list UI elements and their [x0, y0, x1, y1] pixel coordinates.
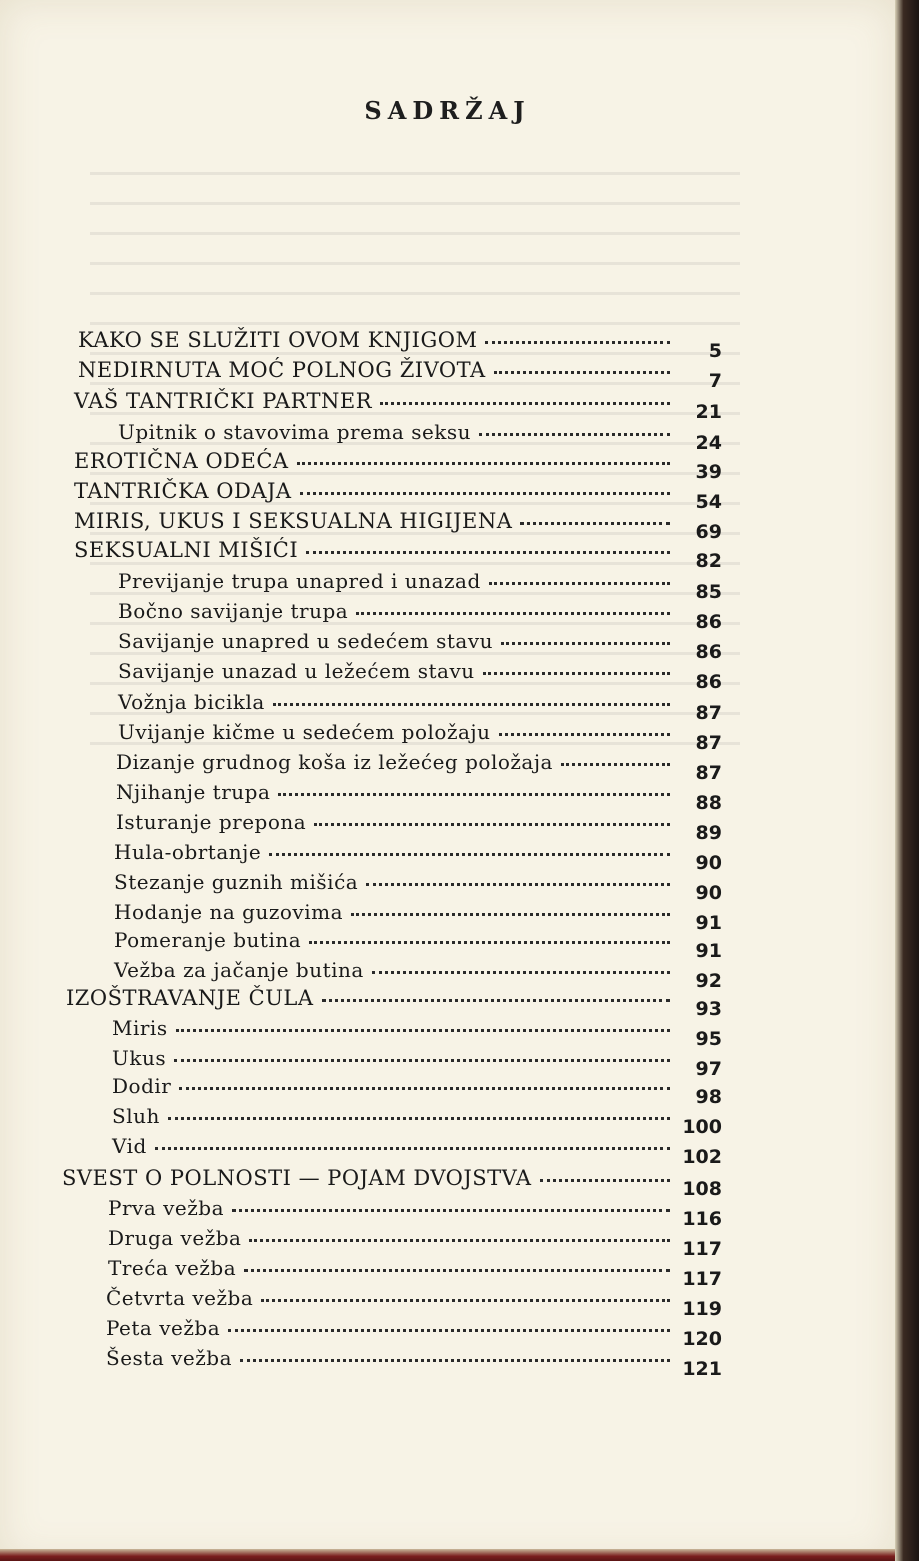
dot-leader: [155, 1147, 670, 1150]
dot-leader: [356, 612, 670, 615]
toc-page-number: 89: [695, 822, 722, 844]
dot-leader: [244, 1269, 670, 1272]
toc-entry-title: Isturanje prepona: [116, 810, 307, 834]
toc-chapter-entry: [74, 443, 722, 483]
toc-section-entry: [106, 1280, 722, 1320]
toc-section-entry: [118, 684, 722, 724]
toc-entry-title: Prva vežba: [108, 1196, 224, 1220]
toc-section-entry: [108, 1250, 722, 1290]
toc-page-number: 119: [682, 1298, 722, 1320]
toc-entry-title: Četvrta vežba: [106, 1286, 254, 1310]
toc-section-entry: [106, 1340, 722, 1380]
toc-page-number: 87: [695, 732, 722, 754]
toc-page-number: 86: [695, 611, 722, 633]
toc-section-entry: [112, 1010, 722, 1050]
page-title: SADRŽAJ: [364, 96, 531, 125]
toc-entry-title: Miris: [112, 1016, 168, 1040]
toc-page-number: 91: [695, 912, 722, 934]
toc-entry-title: Vožnja bicikla: [118, 690, 265, 714]
toc-section-entry: [118, 653, 722, 693]
toc-entry-title: Šesta vežba: [106, 1346, 233, 1370]
dot-leader: [174, 1059, 670, 1062]
toc-page-number: 7: [708, 370, 722, 392]
toc-page-number: 39: [695, 461, 722, 483]
book-spine: [895, 0, 919, 1561]
toc-page-number: 92: [695, 970, 722, 992]
toc-entry-title: SEKSUALNI MIŠIĆI: [74, 538, 299, 562]
toc-entry-title: Vežba za jačanje butina: [114, 958, 364, 982]
toc-section-entry: [118, 714, 722, 754]
toc-section-entry: [112, 1068, 722, 1108]
dot-leader: [273, 703, 670, 706]
toc-page-number: 95: [695, 1028, 722, 1050]
dot-leader: [249, 1239, 670, 1242]
toc-page-number: 121: [682, 1358, 722, 1380]
toc-entry-title: Druga vežba: [108, 1226, 242, 1250]
toc-entry-title: Hula-obrtanje: [114, 840, 262, 864]
toc-section-entry: [114, 952, 722, 992]
toc-page-number: 88: [695, 792, 722, 814]
dot-leader: [499, 733, 671, 736]
toc-page-number: 21: [695, 401, 722, 423]
dot-leader: [540, 1179, 670, 1182]
toc-chapter-entry: [74, 473, 722, 513]
toc-section-entry: [114, 922, 722, 962]
toc-section-entry: [112, 1040, 722, 1080]
toc-section-entry: [116, 774, 722, 814]
toc-section-entry: [108, 1190, 722, 1230]
dot-leader: [494, 371, 670, 374]
toc-page-number: 87: [695, 762, 722, 784]
toc-page-number: 5: [708, 340, 722, 362]
dot-leader: [176, 1029, 670, 1032]
toc-page-number: 97: [695, 1058, 722, 1080]
toc-section-entry: [118, 563, 722, 603]
dot-leader: [501, 642, 670, 645]
dot-leader: [314, 823, 670, 826]
toc-entry-title: Ukus: [112, 1046, 167, 1070]
toc-page-number: 86: [695, 671, 722, 693]
toc-entry-title: MIRIS, UKUS I SEKSUALNA HIGIJENA: [74, 509, 513, 533]
toc-entry-title: IZOŠTRAVANJE ČULA: [66, 986, 314, 1010]
toc-page-number: 117: [682, 1268, 722, 1290]
toc-page-number: 82: [695, 550, 722, 572]
toc-entry-title: Dodir: [112, 1074, 172, 1098]
dot-leader: [297, 462, 670, 465]
dot-leader: [228, 1329, 670, 1332]
toc-page-number: 120: [682, 1328, 722, 1350]
toc-section-entry: [108, 1220, 722, 1260]
toc-section-entry: [114, 894, 722, 934]
toc-section-entry: [112, 1098, 722, 1138]
toc-chapter-entry: [78, 352, 722, 392]
toc-section-entry: [114, 834, 722, 874]
toc-section-entry: [118, 623, 722, 663]
toc-page-number: 87: [695, 702, 722, 724]
toc-entry-title: Vid: [112, 1134, 147, 1158]
toc-entry-title: Sluh: [112, 1104, 160, 1128]
toc-entry-title: Upitnik o stavovima prema seksu: [118, 420, 472, 444]
toc-page-number: 90: [695, 852, 722, 874]
toc-page-number: 54: [695, 491, 722, 513]
toc-chapter-entry: [78, 322, 722, 362]
toc-entry-title: Hodanje na guzovima: [114, 900, 343, 924]
dot-leader: [483, 672, 670, 675]
toc-chapter-entry: [74, 383, 722, 423]
dot-leader: [351, 913, 670, 916]
toc-section-entry: [116, 744, 722, 784]
dot-leader: [261, 1299, 670, 1302]
dot-leader: [240, 1359, 670, 1362]
toc-page-number: 116: [682, 1208, 722, 1230]
dot-leader: [489, 582, 670, 585]
toc-entry-title: Uvijanje kičme u sedećem položaju: [118, 720, 491, 744]
dot-leader: [372, 971, 670, 974]
toc-page-number: 100: [682, 1116, 722, 1138]
dot-leader: [485, 341, 670, 344]
toc-entry-title: Previjanje trupa unapred i unazad: [118, 569, 481, 593]
toc-section-entry: [116, 804, 722, 844]
toc-chapter-entry: [66, 980, 722, 1020]
dot-leader: [561, 763, 670, 766]
toc-entry-title: VAŠ TANTRIČKI PARTNER: [74, 389, 373, 413]
dot-leader: [322, 999, 670, 1002]
dot-leader: [306, 551, 670, 554]
toc-page-number: 85: [695, 581, 722, 603]
toc-entry-title: EROTIČNA ODEĆA: [74, 449, 289, 473]
toc-entry-title: SVEST O POLNOSTI — POJAM DVOJSTVA: [62, 1166, 532, 1190]
toc-entry-title: Savijanje unapred u sedećem stavu: [118, 629, 494, 653]
toc-entry-title: Bočno savijanje trupa: [118, 599, 349, 623]
toc-section-entry: [106, 1310, 722, 1350]
toc-page-number: 24: [695, 432, 722, 454]
toc-entry-title: Peta vežba: [106, 1316, 221, 1340]
toc-section-entry: [114, 864, 722, 904]
dot-leader: [479, 433, 670, 436]
dot-leader: [380, 402, 670, 405]
toc-page-number: 108: [682, 1178, 722, 1200]
toc-page-number: 98: [695, 1086, 722, 1108]
toc-entry-title: Dizanje grudnog koša iz ležećeg položaja: [116, 750, 553, 774]
toc-section-entry: [118, 593, 722, 633]
toc-entry-title: Njihanje trupa: [116, 780, 271, 804]
toc-entry-title: Savijanje unazad u ležećem stavu: [118, 659, 475, 683]
dot-leader: [300, 492, 670, 495]
toc-entry-title: Pomeranje butina: [114, 928, 302, 952]
toc-page-number: 102: [682, 1146, 722, 1168]
toc-page-number: 90: [695, 882, 722, 904]
toc-chapter-entry: [74, 532, 722, 572]
toc-chapter-entry: [62, 1160, 722, 1200]
toc-page-number: 86: [695, 641, 722, 663]
toc-entry-title: Stezanje guznih mišića: [114, 870, 359, 894]
dot-leader: [269, 853, 670, 856]
dot-leader: [278, 793, 670, 796]
toc-section-entry: [112, 1128, 722, 1168]
toc-page-number: 69: [695, 521, 722, 543]
toc-page-number: 117: [682, 1238, 722, 1260]
dot-leader: [232, 1209, 670, 1212]
dot-leader: [168, 1117, 670, 1120]
dot-leader: [179, 1087, 670, 1090]
dot-leader: [520, 522, 670, 525]
dot-leader: [309, 941, 670, 944]
toc-chapter-entry: [74, 503, 722, 543]
toc-entry-title: Treća vežba: [108, 1256, 237, 1280]
toc-page-number: 93: [695, 998, 722, 1020]
toc-section-entry: [118, 414, 722, 454]
toc-page-number: 91: [695, 940, 722, 962]
toc-entry-title: NEDIRNUTA MOĆ POLNOG ŽIVOTA: [78, 358, 486, 382]
dot-leader: [366, 883, 670, 886]
toc-entry-title: TANTRIČKA ODAJA: [74, 479, 292, 503]
toc-entry-title: KAKO SE SLUŽITI OVOM KNJIGOM: [78, 328, 478, 352]
